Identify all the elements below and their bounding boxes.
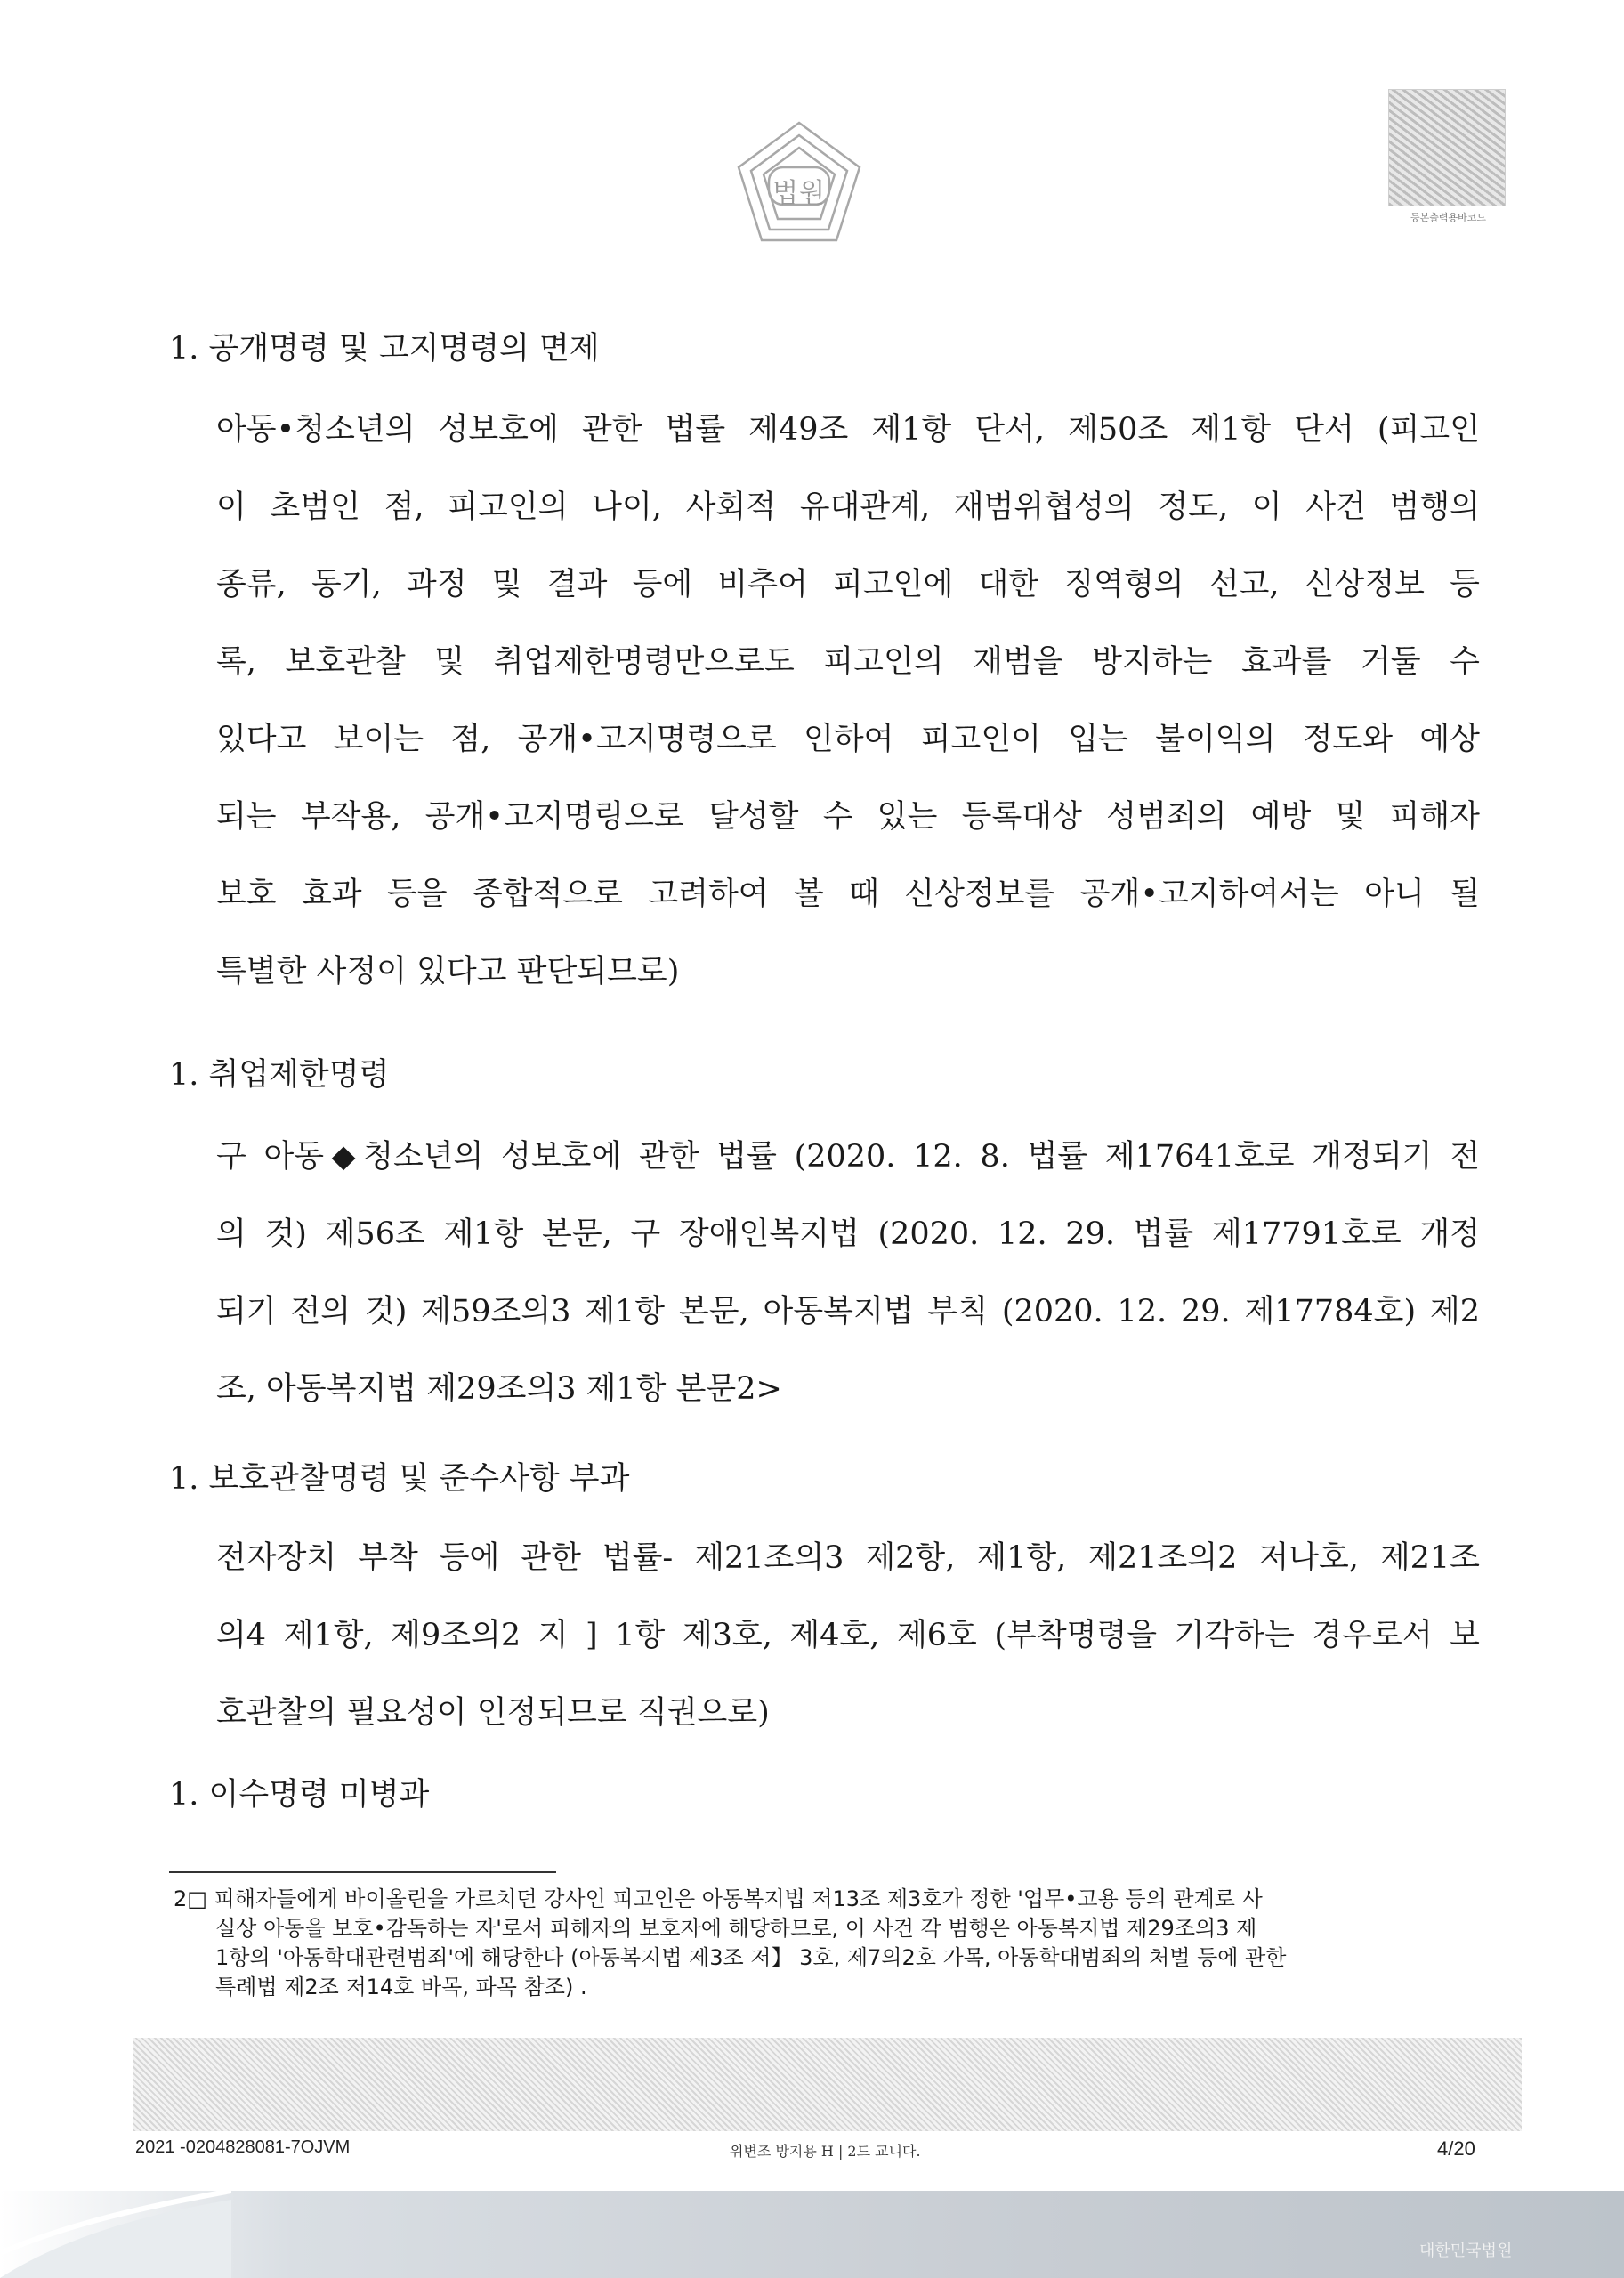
section-body-disclosure-exemption bbox=[216, 392, 1480, 1011]
section-body-probation bbox=[216, 1520, 1480, 1752]
anti-forgery-pattern bbox=[133, 2038, 1522, 2131]
page-number: 4/20 bbox=[1437, 2137, 1475, 2160]
barcode-qr-icon bbox=[1388, 89, 1506, 206]
footnote-line: 특례법 제2조 저14호 바목, 파목 참조) . bbox=[215, 1975, 587, 1999]
footnote bbox=[174, 1885, 1597, 2002]
body-line: 보호 효과 등을 종합적으로 고려하여 볼 때 신상정보를 공개•고지하여서는 아니 될 bbox=[216, 876, 1480, 912]
court-name: 대한민국법원 bbox=[1419, 2242, 1513, 2260]
section-heading-completion-order: 1. 이수명령 미병과 bbox=[169, 1777, 430, 1813]
court-seal bbox=[728, 116, 870, 258]
body-line: 되는 부작용, 공개•고지명링으로 달성할 수 있는 등록대상 성범죄의 예방 및 피해자 bbox=[216, 799, 1480, 835]
footnote-line: 2□ 피해자들에게 바이올린을 가르치던 강사인 피고인은 아동복지법 저13조 제3호가 정한 '업무•고용 등의 관계로 사 bbox=[174, 1886, 1263, 1911]
footnote-divider bbox=[169, 1871, 556, 1873]
body-line: 종류, 동기, 과정 및 결과 등에 비추어 피고인에 대한 징역형의 선고, 신상정보 등 bbox=[216, 567, 1480, 602]
body-line: 조, 아동복지법 제29조의3 제1항 본문2> bbox=[216, 1371, 782, 1407]
body-line: 특별한 사정이 있다고 판단되므로) bbox=[216, 954, 680, 990]
body-line: 되기 전의 것) 제59조의3 제1항 본문, 아동복지법 부칙 (2020. 12. 29. 제17784호) 제2 bbox=[216, 1294, 1480, 1329]
seal-text: 법원 bbox=[772, 178, 826, 209]
body-line: 록, 보호관찰 및 취업제한명령만으로도 피고인의 재범을 방지하는 효과를 거둘 수 bbox=[216, 644, 1480, 680]
barcode-caption: 등본출력용바코드 bbox=[1410, 212, 1486, 223]
bottom-band bbox=[0, 2191, 1624, 2278]
body-line: 의 것) 제56조 제1항 본문, 구 장애인복지법 (2020. 12. 29. 법률 제17791호로 개정 bbox=[216, 1216, 1480, 1252]
body-line: 호관찰의 필요성이 인정되므로 직권으로) bbox=[216, 1695, 770, 1731]
document-id: 2021 -0204828081-7OJVM bbox=[135, 2137, 351, 2157]
footnote-line: 실상 아동을 보호•감독하는 자'로서 피해자의 보호자에 해당하므로, 이 사건 각 범행은 아동복지법 제29조의3 제 bbox=[215, 1916, 1257, 1941]
wave-decoration-icon bbox=[0, 2191, 231, 2278]
body-line: 전자장치 부착 등에 관한 법률- 제21조의3 제2항, 제1항, 제21조의2 저나호, 제21조 bbox=[216, 1540, 1480, 1576]
body-line: 이 초범인 점, 피고인의 나이, 사회적 유대관계, 재범위협성의 정도, 이 사건 범행의 bbox=[216, 489, 1480, 525]
body-line: 구 아동◆청소년의 성보호에 관한 법률 (2020. 12. 8. 법률 제17641호로 개정되기 전 bbox=[216, 1139, 1480, 1175]
anti-forgery-note: 위변조 방지용 H | 2드 교니다. bbox=[730, 2143, 921, 2160]
section-heading-employment-restriction: 1. 취업제한명령 bbox=[169, 1057, 390, 1093]
section-body-employment-restriction bbox=[216, 1119, 1480, 1428]
body-line: 아동•청소년의 성보호에 관한 법률 제49조 제1항 단서, 제50조 제1항 단서 (피고인 bbox=[216, 412, 1480, 448]
body-line: 있다고 보이는 점, 공개•고지명령으로 인하여 피고인이 입는 불이익의 정도와 예상 bbox=[216, 722, 1480, 757]
section-heading-probation: 1. 보호관찰명령 및 준수사항 부과 bbox=[169, 1461, 630, 1497]
section-heading-disclosure-exemption: 1. 공개명령 및 고지명령의 면제 bbox=[169, 331, 600, 367]
body-line: 의4 제1항, 제9조의2 지 ] 1항 제3호, 제4호, 제6호 (부착명령을 기각하는 경우로서 보 bbox=[216, 1618, 1480, 1653]
footnote-line: 1항의 '아동학대관련범죄'에 해당한다 (아동복지법 제3조 저】 3호, 제7의2호 가목, 아동학대범죄의 처벌 등에 관한 bbox=[215, 1945, 1287, 1970]
